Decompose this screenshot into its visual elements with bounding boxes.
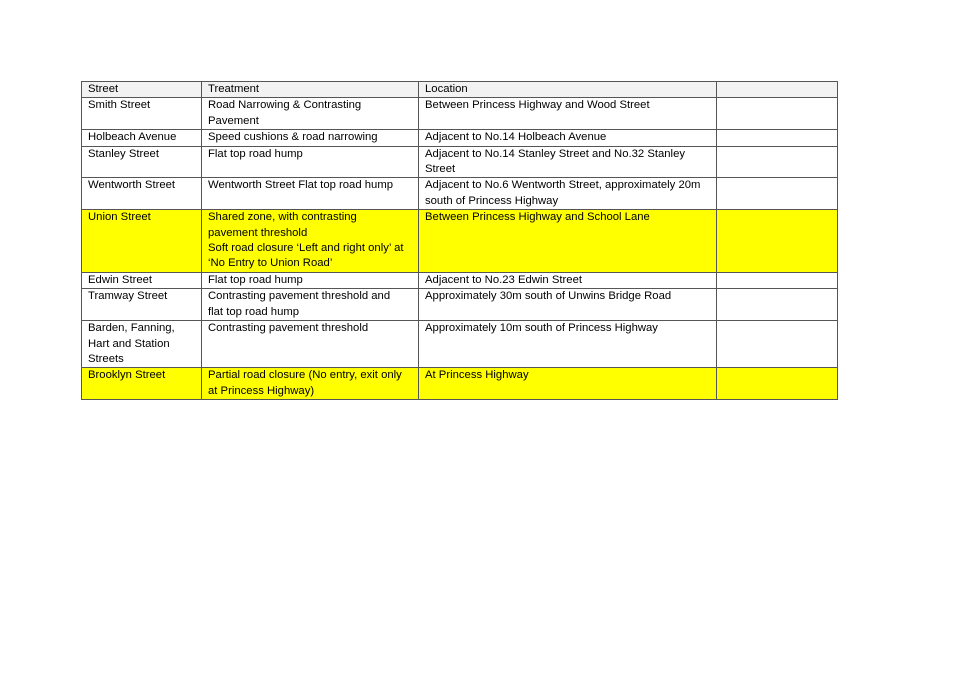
treatment-cell: [202, 146, 419, 178]
cell-text-line: Adjacent to No.14 Stanley Street and No.32 Stanley: [425, 147, 685, 160]
blank-cell: [717, 272, 838, 288]
cell-text-line: flat top road hump: [208, 305, 300, 318]
treatment-cell: [202, 98, 419, 130]
blank-cell: [717, 98, 838, 130]
blank-cell: [717, 321, 838, 368]
street-cell: Brooklyn Street: [82, 368, 202, 400]
header-row: [82, 82, 838, 98]
table-row: [82, 289, 838, 321]
cell-text-line: Wentworth Street Flat top road hump: [208, 179, 394, 192]
cell-text-line: Pavement: [208, 114, 259, 127]
cell-text-line: Contrasting pavement threshold: [208, 322, 369, 335]
blank-cell: [717, 289, 838, 321]
treatment-cell: [202, 272, 419, 288]
cell-text-line: Adjacent to No.23 Edwin Street: [425, 273, 582, 286]
location-cell: [419, 210, 717, 273]
treatment-cell: [202, 368, 419, 400]
location-cell: [419, 321, 717, 368]
cell-text-line: At Princess Highway: [425, 369, 529, 382]
location-cell: [419, 98, 717, 130]
cell-text-line: Partial road closure (No entry, exit only: [208, 369, 402, 382]
treatment-cell: [202, 210, 419, 273]
location-cell: [419, 178, 717, 210]
cell-text-line: Adjacent to No.6 Wentworth Street, approximately 20m: [425, 179, 701, 192]
cell-text-line: ‘No Entry to Union Road’: [208, 257, 333, 270]
cell-text-line: Hart and Station: [88, 337, 170, 350]
cell-text-line: Between Princess Highway and School Lane: [425, 211, 650, 224]
street-cell: Union Street: [82, 210, 202, 273]
location-cell: [419, 146, 717, 178]
header-treatment: Treatment: [202, 82, 419, 98]
table-header: [82, 82, 838, 98]
location-cell: [419, 130, 717, 146]
street-cell: Tramway Street: [82, 289, 202, 321]
street-cell: Smith Street: [82, 98, 202, 130]
treatment-cell: [202, 289, 419, 321]
cell-text-line: south of Princess Highway: [425, 194, 559, 207]
table-row: [82, 130, 838, 146]
cell-text-line: Speed cushions & road narrowing: [208, 131, 378, 144]
cell-text-line: Between Princess Highway and Wood Street: [425, 99, 650, 112]
location-cell: [419, 289, 717, 321]
treatment-cell: [202, 178, 419, 210]
blank-cell: [717, 178, 838, 210]
street-cell: Wentworth Street: [82, 178, 202, 210]
header-location: Location: [419, 82, 717, 98]
cell-text-line: Soft road closure ‘Left and right only’ at: [208, 242, 404, 255]
cell-text-line: Street: [425, 163, 456, 176]
header-street: Street: [82, 82, 202, 98]
header-blank: [717, 82, 838, 98]
cell-text-line: Barden, Fanning,: [88, 322, 175, 335]
table-body: [82, 98, 838, 400]
street-cell: [82, 321, 202, 368]
table-row: [82, 321, 838, 368]
traffic-treatment-table: [81, 81, 838, 400]
cell-text-line: at Princess Highway): [208, 384, 315, 397]
cell-text-line: Contrasting pavement threshold and: [208, 290, 391, 303]
highlighted-table-row: [82, 368, 838, 400]
table-row: [82, 178, 838, 210]
cell-text-line: Shared zone, with contrasting: [208, 211, 357, 224]
blank-cell: [717, 146, 838, 178]
street-cell: Holbeach Avenue: [82, 130, 202, 146]
cell-text-line: Approximately 10m south of Princess Highway: [425, 322, 658, 335]
blank-cell: [717, 368, 838, 400]
cell-text-line: pavement threshold: [208, 226, 308, 239]
treatment-cell: [202, 321, 419, 368]
location-cell: [419, 368, 717, 400]
blank-cell: [717, 210, 838, 273]
table-row: [82, 98, 838, 130]
cell-text-line: Streets: [88, 352, 124, 365]
blank-cell: [717, 130, 838, 146]
treatment-cell: [202, 130, 419, 146]
table-row: [82, 272, 838, 288]
cell-text-line: Flat top road hump: [208, 147, 303, 160]
cell-text-line: Road Narrowing & Contrasting: [208, 99, 362, 112]
highlighted-table-row: [82, 210, 838, 273]
table-row: [82, 146, 838, 178]
street-cell: Stanley Street: [82, 146, 202, 178]
cell-text-line: Approximately 30m south of Unwins Bridge Road: [425, 290, 672, 303]
cell-text-line: Adjacent to No.14 Holbeach Avenue: [425, 131, 607, 144]
cell-text-line: Flat top road hump: [208, 273, 303, 286]
street-cell: Edwin Street: [82, 272, 202, 288]
location-cell: [419, 272, 717, 288]
